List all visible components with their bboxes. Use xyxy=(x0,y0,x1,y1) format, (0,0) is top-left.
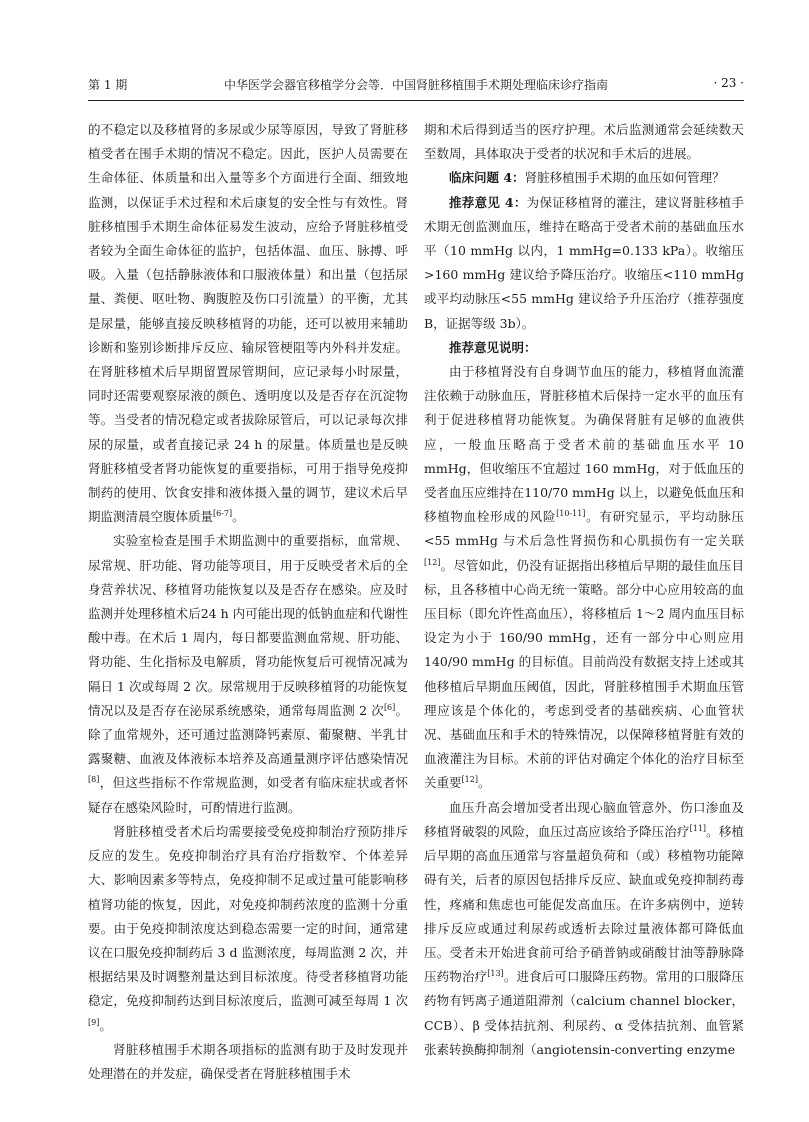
recommendation-label: 推荐意见 4： xyxy=(449,194,527,210)
paragraph: 的不稳定以及移植肾的多尿或少尿等原因，导致了肾脏移植受者在围手术期的情况不稳定。因此，医护人员需要在生命体征、体质量和出入量等多个方面进行全面、细致地监测，以保证手术过程和术后康复的安全性与有效性。肾脏移植围手术期生命体征易发生波动，应给予肾脏移植受者较为全面生命体征的监护，包括体温、血压、脉搏、呼吸。入量（包括静脉液体和口服液体量）和出量（包括尿量、粪便、呕吐物、胸腹腔及伤口引流量）的平衡，尤其是尿量，能够直接反映移植肾的功能，还可以被用来辅助诊断和鉴别诊断排斥反应、输尿管梗阻等内外科并发症。在肾脏移植术后早期留置尿管期间，应记录每小时尿量，同时还需要观察尿液的颜色、透明度以及是否存在沉淀物等。当受者的情况稳定或者拔除尿管后，可以记录每次排尿的尿量，或者直接记录 24 h 的尿量。体质量也是反映肾脏移植受者肾功能恢复的重要指标，可用于指导免疫抑制药的使用、饮食安排和液体摄入量的调节，建议术后早期监测清晨空腹体质量[6-7]。 xyxy=(88,122,408,525)
citation: [12] xyxy=(424,557,441,567)
right-column xyxy=(424,118,744,1062)
header-rule xyxy=(88,100,744,101)
clinical-question: 临床问题 4：肾脏移植围手术期的血压如何管理？ xyxy=(449,170,725,186)
issue-number: 第 1 期 xyxy=(88,78,128,92)
citation: [12] xyxy=(461,775,478,785)
running-header xyxy=(88,76,744,98)
citation: [9] xyxy=(88,1017,100,1027)
explanation-heading: 推荐意见说明： xyxy=(449,339,537,355)
paragraph: 肾脏移植围手术期各项指标的监测有助于及时发现并处理潜在的并发症，确保受者在肾脏移植围手术 xyxy=(88,1041,408,1081)
citation: [13] xyxy=(487,968,504,978)
page-number: · 23 · xyxy=(713,76,744,90)
recommendation: 推荐意见 4：为保证移植肾的灌注，建议肾脏移植手术期无创监测血压，维持在略高于受者术前的基础血压水平（10 mmHg 以内，1 mmHg=0.133 kPa）。收缩压>160 mmHg 建议给予降压治疗。收缩压<110 mmHg 或平均动脉压<55 mmHg 建议给予升压治疗（推荐强度 B，证据等级 3b）。 xyxy=(424,194,744,331)
running-title: 中华医学会器官移植学分会等．中国肾脏移植围手术期处理临床诊疗指南 xyxy=(223,78,608,92)
question-label: 临床问题 4： xyxy=(449,170,525,186)
paragraph: 实验室检查是围手术期监测中的重要指标，血常规、尿常规、肝功能、肾功能等项目，用于反映受者术后的全身营养状况、移植肾功能恢复以及是否存在感染。应及时监测并处理移植术后24 h 内可能出现的低钠血症和代谢性酸中毒。在术后 1 周内，每日都要监测血常规、肝功能、肾功能、生化指标及电解质，肾功能恢复后可视情况减为隔日 1 次或每周 2 次。尿常规用于反映移植肾的功能恢复情况以及是否存在泌尿系统感染，通常每周监测 2 次[6]。除了血常规外，还可通过监测降钙素原、葡聚糖、半乳甘露聚糖、血液及体液标本培养及高通量测序评估感染情况[8]，但这些指标不作常规监测，如受者有临床症状或者怀疑存在感染风险时，可酌情进行监测。 xyxy=(88,533,408,815)
left-column xyxy=(88,118,408,1086)
citation: [10-11] xyxy=(556,509,586,519)
citation: [6-7] xyxy=(213,509,233,519)
citation: [8] xyxy=(88,775,100,785)
paragraph: 血压升高会增加受者出现心脑血管意外、伤口渗血及移植肾破裂的风险，血压过高应该给予降压治疗[11]。移植后早期的高血压通常与容量超负荷和（或）移植物功能障碍有关，后者的原因包括排斥反应、缺血或免疫抑制药毒性，疼痛和焦虑也可能促发高血压。在许多病例中，逆转排斥反应或通过利尿药或透析去除过量液体都可降低血压。受者未开始进食前可给予硝普钠或硝酸甘油等静脉降压药物治疗[13]。进食后可口服降压药物。常用的口服降压药物有钙离子通道阻滞剂（calcium channel blocker，CCB）、β 受体拮抗剂、利尿药、α 受体拮抗剂、血管紧张素转换酶抑制剂（angiotensin-converting enzyme xyxy=(424,799,744,1057)
citation: [11] xyxy=(689,823,707,833)
citation: [6] xyxy=(383,702,396,712)
paragraph: 期和术后得到适当的医疗护理。术后监测通常会延续数天至数周，具体取决于受者的状况和手术后的进展。 xyxy=(424,122,744,162)
paragraph: 由于移植肾没有自身调节血压的能力，移植肾血流灌注依赖于动脉血压，肾脏移植术后保持一定水平的血压有利于促进移植肾功能恢复。为确保肾脏有足够的血液供应，一般血压略高于受者术前的基础血压水平 10 mmHg，但收缩压不宜超过 160 mmHg，对于低血压的受者血压应维持在110/70 mmHg 以上，以避免低血压和移植物血栓形成的风险[10-11]。有研究显示，平均动脉压<55 mmHg 与术后急性肾损伤和心肌损伤有一定关联[12]。尽管如此，仍没有证据指出移植后早期的最佳血压目标，且各移植中心尚无统一策略。部分中心应用较高的血压目标（即允许性高血压），将移植后 1～2 周内血压目标设定为小于 160/90 mmHg，还有一部分中心则应用 140/90 mmHg 的目标值。目前尚没有数据支持上述或其他移植后早期血压阈值，因此，肾脏移植围手术期血压管理应该是个体化的，考虑到受者的基础疾病、心血管状况、基础血压和手术的特殊情况，以保障移植肾脏有效的血液灌注为目标。术前的评估对确定个体化的治疗目标至关重要[12]。 xyxy=(424,364,744,791)
paragraph: 肾脏移植受者术后均需要接受免疫抑制治疗预防排斥反应的发生。免疫抑制治疗具有治疗指数窄、个体差异大、影响因素多等特点，免疫抑制不足或过量可能影响移植肾功能的恢复，因此，对免疫抑制药浓度的监测十分重要。由于免疫抑制浓度达到稳态需要一定的时间，通常建议在口服免疫抑制药后 3 d 监测浓度，每周监测 2 次，并根据结果及时调整剂量达到目标浓度。待受者移植肾功能稳定，免疫抑制药达到目标浓度后，监测可减至每周 1 次[9]。 xyxy=(88,823,408,1033)
